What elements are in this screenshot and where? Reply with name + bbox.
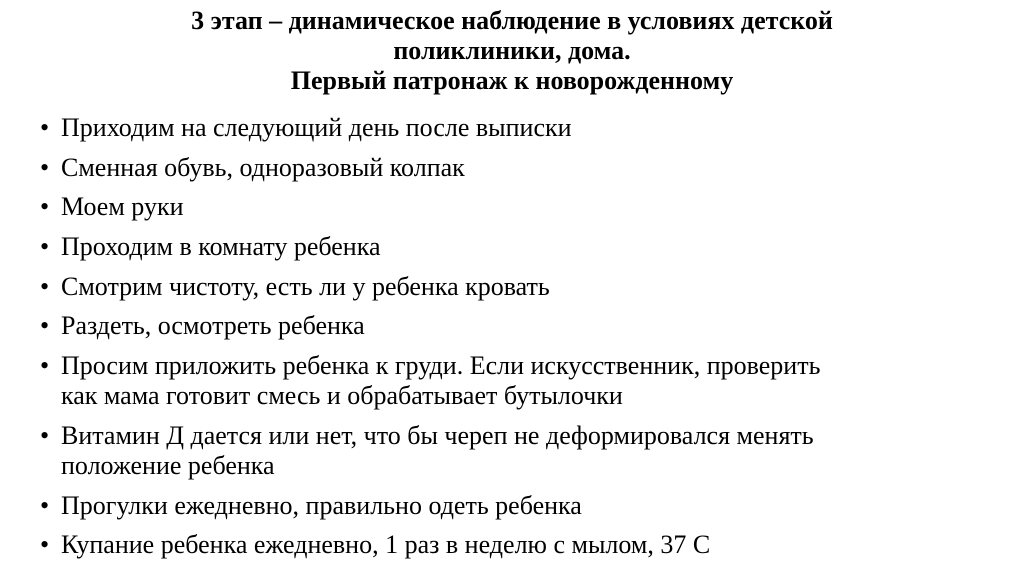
item-text: Просим приложить ребенка к груди. Если искусственник, проверить: [61, 351, 821, 381]
slide-title: [60, 6, 964, 96]
item-text-continued: положение ребенка: [61, 450, 275, 480]
list-item: [40, 272, 1000, 302]
title-line-1: 3 этап – динамическое наблюдение в условиях детской: [191, 6, 833, 35]
bullet-icon: •: [40, 490, 50, 520]
list-item: [40, 421, 1000, 481]
bullet-icon: •: [40, 192, 50, 222]
title-line-2: поликлиники, дома.: [393, 36, 631, 65]
bullet-icon: •: [40, 530, 50, 560]
bullet-icon: •: [40, 311, 50, 341]
item-text: Раздеть, осмотреть ребенка: [61, 311, 365, 341]
item-text: Моем руки: [61, 192, 184, 222]
item-text: Прогулки ежедневно, правильно одеть ребенка: [61, 490, 582, 520]
bullet-list: [40, 113, 1000, 570]
item-text-continued: как мама готовит смесь и обрабатывает бутылочки: [61, 381, 623, 411]
bullet-icon: •: [40, 420, 50, 450]
list-item: [40, 351, 1000, 411]
list-item: [40, 491, 1000, 521]
item-text: Сменная обувь, одноразовый колпак: [61, 152, 465, 182]
item-text: Приходим на следующий день после выписки: [61, 113, 572, 142]
title-line-3: Первый патронаж к новорожденному: [290, 66, 734, 95]
item-text: Смотрим чистоту, есть ли у ребенка кровать: [61, 271, 550, 301]
list-item: [40, 232, 1000, 262]
item-text: Купание ребенка ежедневно, 1 раз в неделю с мылом, 37 С: [61, 530, 711, 560]
list-item: [40, 192, 1000, 222]
list-item: [40, 311, 1000, 341]
list-item: [40, 153, 1000, 183]
bullet-icon: •: [40, 351, 50, 381]
bullet-icon: •: [40, 232, 50, 262]
bullet-icon: •: [40, 113, 50, 142]
list-item: [40, 113, 1000, 143]
list-item: [40, 530, 1000, 560]
bullet-icon: •: [40, 152, 50, 182]
bullet-icon: •: [40, 271, 50, 301]
item-text: Проходим в комнату ребенка: [61, 232, 381, 262]
item-text: Витамин Д дается или нет, что бы череп не деформировался менять: [61, 420, 814, 450]
